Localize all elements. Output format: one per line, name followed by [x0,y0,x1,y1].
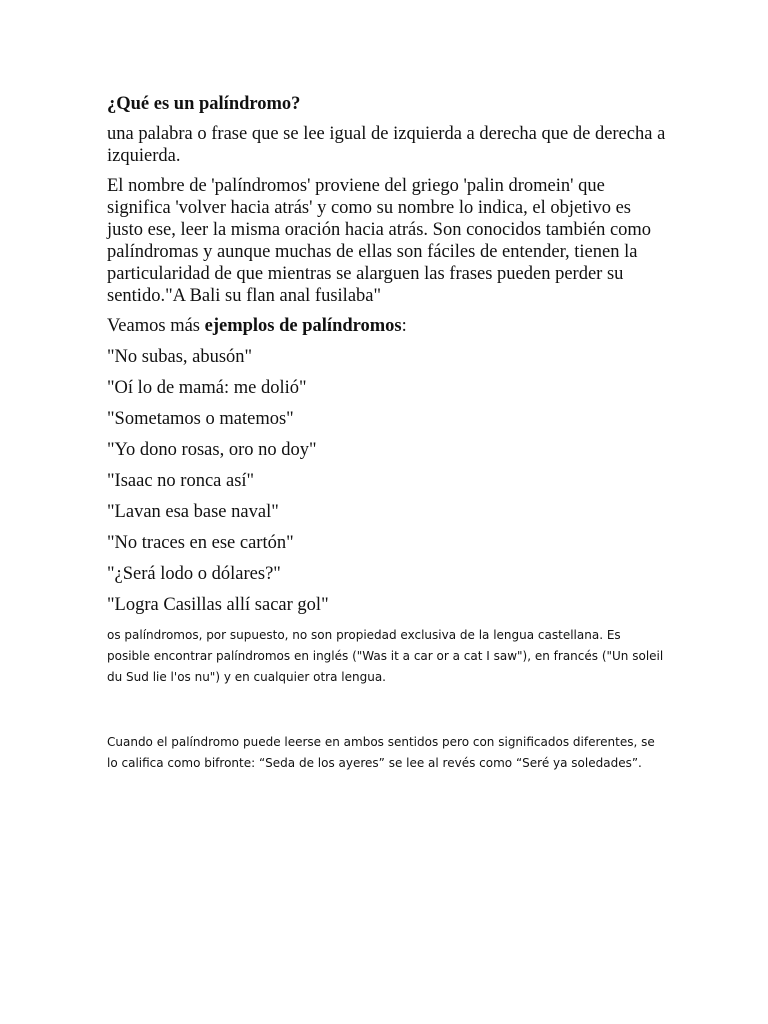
example-item: "Yo dono rosas, oro no doy" [107,440,317,460]
origin-paragraph: El nombre de 'palíndromos' proviene del griego 'palin dromein' que significa 'volver hacia atrás' y como su nombre lo indica, el objetivo es justo ese, leer la misma oración hacia atrás. Son conocidos también como palíndromas y aunque muchas de ellas son fáciles de entender, tienen la particularidad de que mientras se alarguen las frases pueden perder su sentido."A Bali su flan anal fusilaba" [107,176,652,306]
example-item: "¿Será lodo o dólares?" [107,564,281,584]
examples-intro-suffix: : [401,316,407,336]
examples-intro-bold: ejemplos de palíndromos [204,316,402,336]
definition-paragraph: una palabra o frase que se lee igual de izquierda a derecha que de derecha a izquierda. [107,124,666,166]
document-page [107,92,667,774]
spacer [107,688,667,732]
example-item: "No subas, abusón" [107,347,253,367]
bifronte-paragraph: Cuando el palíndromo puede leerse en ambos sentidos pero con significados diferentes, se lo califica como bifronte: “Seda de los ayeres” se lee al revés como “Seré ya soledades”. [107,735,655,770]
examples-intro [107,315,667,337]
other-languages-paragraph: os palíndromos, por supuesto, no son propiedad exclusiva de la lengua castellana. Es posible encontrar palíndromos en inglés ("Was it a car or a cat I saw"), en francés ("Un soleil du Sud lie l'os nu") y en cualquier otra lengua. [107,628,664,684]
examples-list [107,346,667,616]
document-title: ¿Qué es un palíndromo? [107,94,301,114]
example-item: "Oí lo de mamá: me dolió" [107,378,307,398]
example-item: "Logra Casillas allí sacar gol" [107,595,329,615]
example-item: "Sometamos o matemos" [107,409,294,429]
example-item: "No traces en ese cartón" [107,533,294,553]
examples-intro-prefix: Veamos más [107,316,205,336]
example-item: "Lavan esa base naval" [107,502,279,522]
example-item: "Isaac no ronca así" [107,471,255,491]
